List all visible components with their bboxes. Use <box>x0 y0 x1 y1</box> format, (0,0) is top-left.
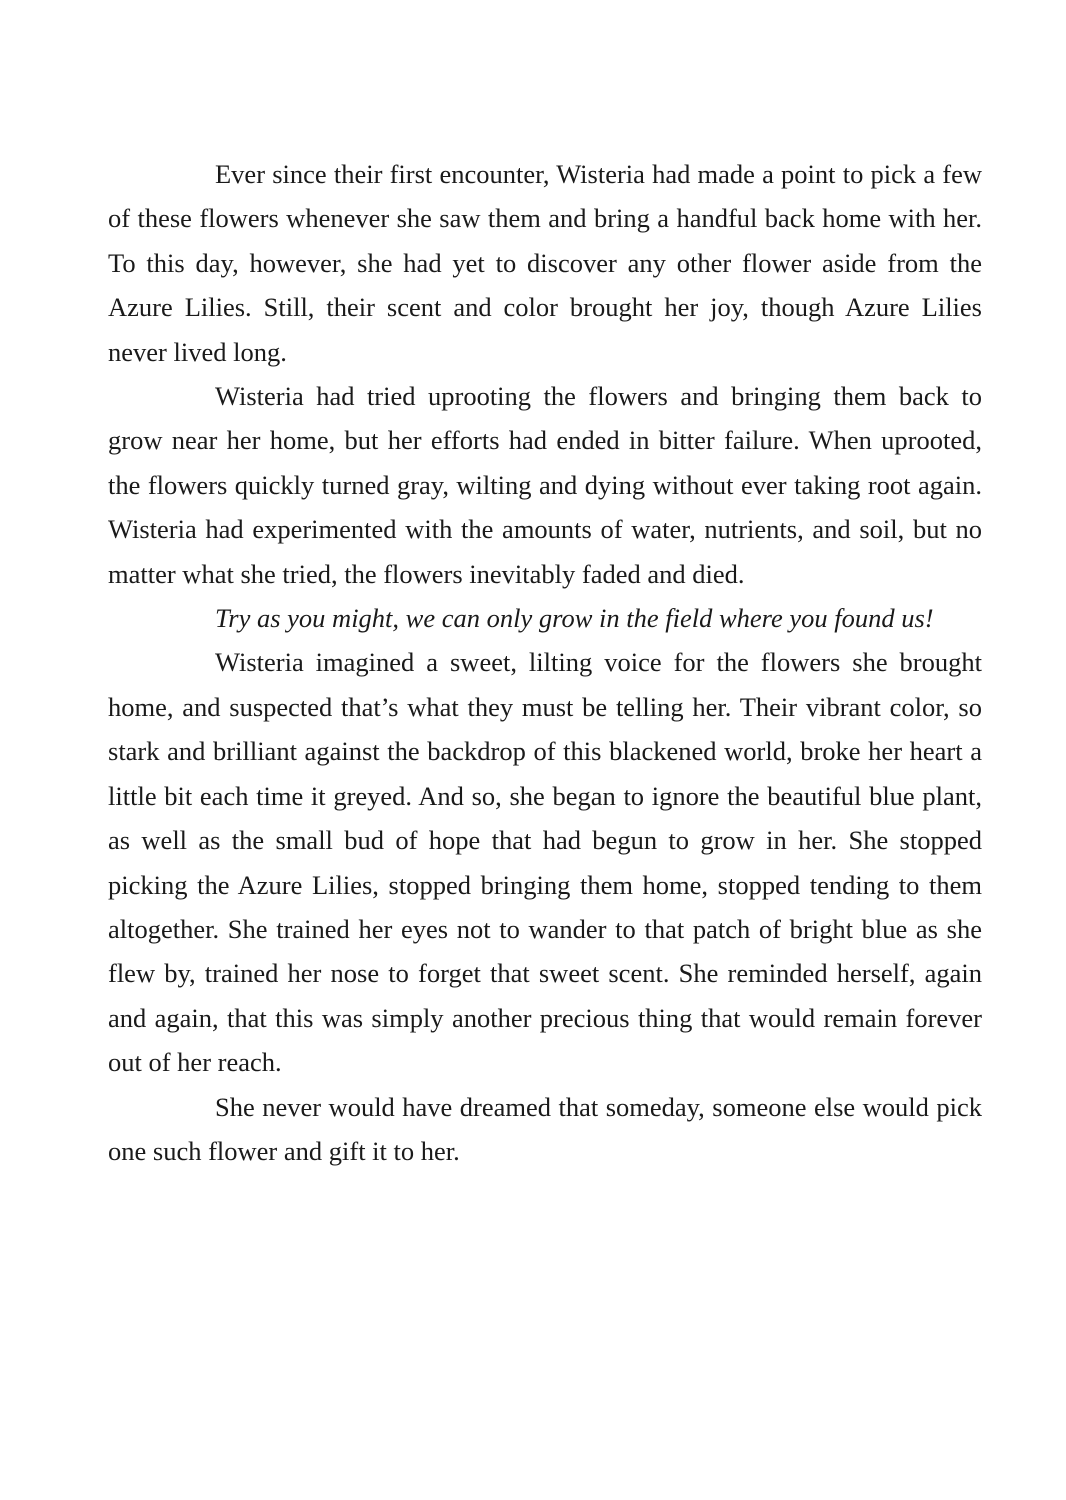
paragraph: Wisteria imagined a sweet, lilting voice for the flowers she brought home, and suspected that’s what they must be telling her. Their vibrant color, so stark and brilliant against the backdrop of this blackened world, broke her heart a little bit each time it greyed. And so, she began to ignore the beautiful blue plant, as well as the small bud of hope that had begun to grow in her. She stopped picking the Azure Lilies, stopped bringing them home, stopped tending to them altogether. She trained her eyes not to wander to that patch of bright blue as she flew by, trained her nose to forget that sweet scent. She reminded herself, again and again, that this was simply another precious thing that would remain forever out of her reach. <box>108 647 982 1078</box>
paragraph: Wisteria had tried uprooting the flowers and bringing them back to grow near her home, but her efforts had ended in bitter failure. When uprooted, the flowers quickly turned gray, wilting and dying without ever taking root again. Wisteria had experimented with the amounts of water, nutrients, and soil, but no matter what she tried, the flowers inevitably faded and died. <box>108 381 982 589</box>
italic-paragraph: Try as you might, we can only grow in the field where you found us! <box>215 603 934 634</box>
body-text <box>108 152 982 1173</box>
paragraph: She never would have dreamed that someday, someone else would pick one such flower and gift it to her. <box>108 1091 982 1166</box>
paragraph: Ever since their first encounter, Wisteria had made a point to pick a few of these flowers whenever she saw them and bring a handful back home with her. To this day, however, she had yet to discover any other flower aside from the Azure Lilies. Still, their scent and color brought her joy, though Azure Lilies never lived long. <box>108 159 982 367</box>
